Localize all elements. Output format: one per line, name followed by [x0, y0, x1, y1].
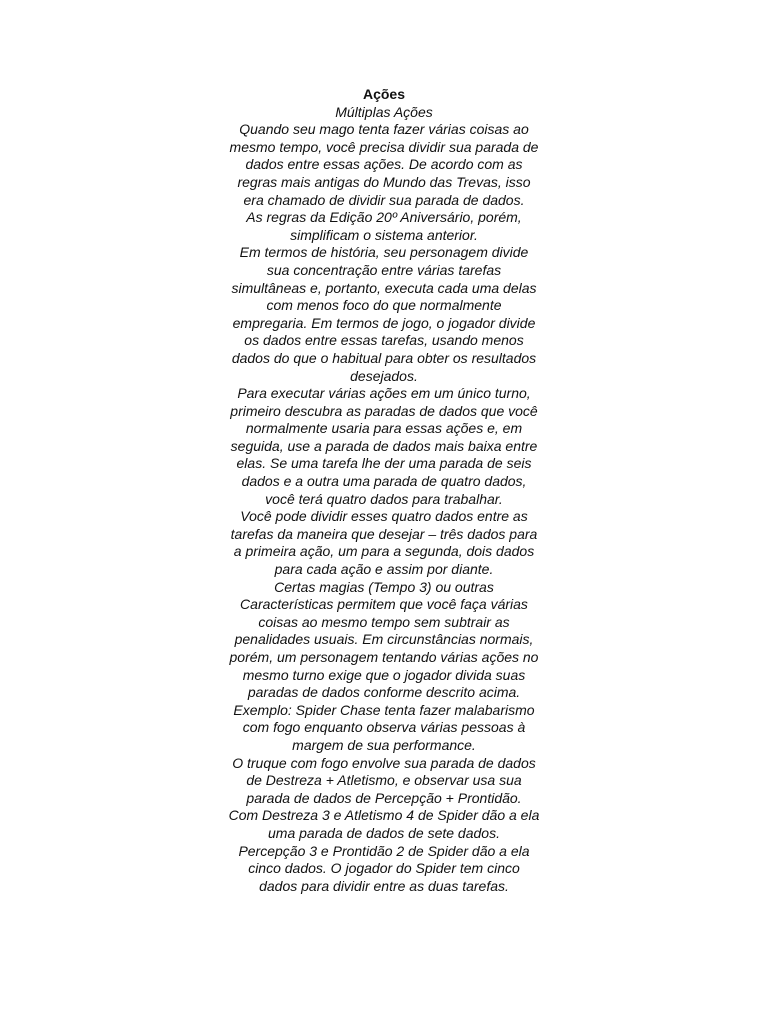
paragraph: O truque com fogo envolve sua parada de dados de Destreza + Atletismo, e observar usa sua parada de dados de Percepção + Prontidão.: [232, 754, 536, 806]
paragraph: Quando seu mago tenta fazer várias coisas ao mesmo tempo, você precisa dividir sua parada de dados entre essas ações. De acordo com as regras mais antigas do Mundo das Trevas, isso era chamado de dividir sua parada de dados.: [229, 121, 539, 208]
paragraph: Para executar várias ações em um único turno, primeiro descubra as paradas de dados que você normalmente usaria para essas ações e, em seguida, use a parada de dados mais baixa entre elas. Se uma tarefa lhe der uma parada de seis dados e a outra uma parada de quatro dados, você terá quatro dados para trabalhar.: [230, 385, 538, 507]
document-text-column: [228, 86, 540, 895]
paragraph: As regras da Edição 20º Aniversário, porém, simplificam o sistema anterior.: [246, 209, 522, 243]
paragraph: Você pode dividir esses quatro dados entre as tarefas da maneira que desejar – três dados para a primeira ação, um para a segunda, dois dados para cada ação e assim por diante.: [230, 508, 538, 578]
paragraph: Exemplo: Spider Chase tenta fazer malabarismo com fogo enquanto observa várias pessoas à margem de sua performance.: [233, 701, 535, 753]
document-title: Ações: [362, 86, 406, 102]
paragraph: Percepção 3 e Prontidão 2 de Spider dão a ela cinco dados. O jogador do Spider tem cinco dados para dividir entre as duas tarefas.: [238, 842, 530, 894]
paragraph: Com Destreza 3 e Atletismo 4 de Spider dão a ela uma parada de dados de sete dados.: [228, 807, 540, 841]
document-subtitle: Múltiplas Ações: [335, 103, 433, 120]
paragraph: Em termos de história, seu personagem divide sua concentração entre várias tarefas simultâneas e, portanto, executa cada uma delas com menos foco do que normalmente empregaria. Em termos de jogo, o jogador divide os dados entre essas tarefas, usando menos dados do que o habitual para obter os resultados desejados.: [231, 244, 537, 384]
paragraph: Certas magias (Tempo 3) ou outras Características permitem que você faça várias coisas ao mesmo tempo sem subtrair as penalidades usuais. Em circunstâncias normais, porém, um personagem tentando várias ações no mesmo turno exige que o jogador divida suas paradas de dados conforme descrito acima.: [229, 578, 539, 701]
